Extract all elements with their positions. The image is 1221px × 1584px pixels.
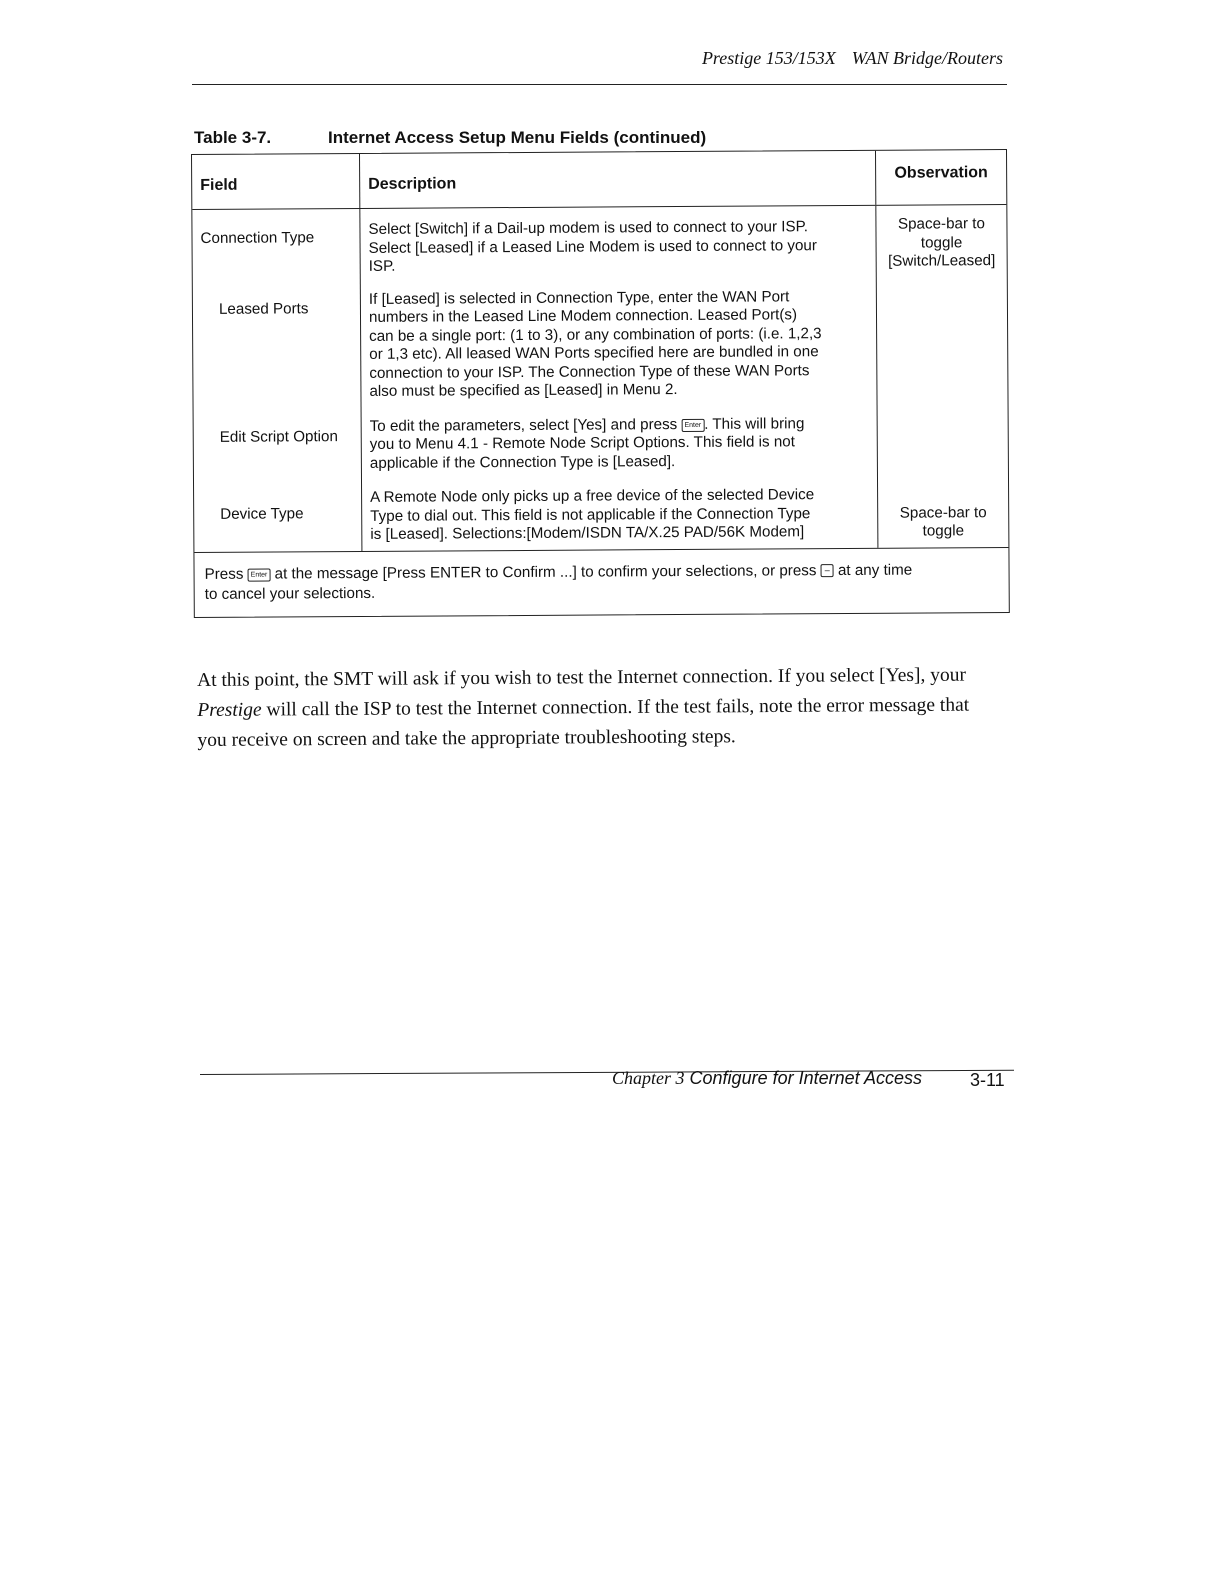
description-line: is [Leased]. Selections:[Modem/ISDN TA/X.25 PAD/56K Modem] <box>370 523 805 543</box>
header-rule <box>192 84 1007 85</box>
column-header-field: Field <box>192 154 360 209</box>
esc-key-icon: – <box>821 564 834 577</box>
body-paragraph <box>197 660 988 756</box>
description-edit-script-option <box>362 414 877 473</box>
column-header-description: Description <box>360 151 876 208</box>
table-header-row <box>192 150 1006 210</box>
observation-column <box>876 205 1008 547</box>
paragraph-text: will call the ISP to test the Internet connection. If the test fails, note the error message that you receive on screen and take the appropriate troubleshooting steps. <box>197 694 970 751</box>
enter-key-icon: Enter <box>681 418 704 431</box>
observation-line: toggle <box>920 233 963 252</box>
description-line: Type to dial out. This field is not applicable if the Connection Type <box>370 504 811 525</box>
note-text: at any time <box>837 561 913 579</box>
observation-line: [Switch/Leased] <box>888 252 996 270</box>
description-line: also must be specified as [Leased] in Menu 2. <box>369 381 678 400</box>
description-line: A Remote Node only picks up a free device of the selected Device <box>370 486 815 506</box>
footer-chapter: Chapter 3 <box>612 1068 685 1088</box>
description-line: Select [Switch] if a Dail-up modem is used to connect to your ISP. <box>368 218 809 238</box>
paragraph-text: At this point, the SMT will ask if you wish to test the Internet connection. If you select [Yes], your <box>197 664 967 691</box>
page-number: 3-11 <box>970 1070 1005 1090</box>
footer-title: Configure for Internet Access <box>689 1068 922 1088</box>
description-line: can be a single port: (1 to 3), or any combination of ports: (i.e. 1,2,3 <box>369 324 822 345</box>
running-footer <box>612 1068 1005 1090</box>
table-body <box>192 205 1008 551</box>
observation-line: Space-bar to <box>897 215 985 233</box>
enter-key-icon: Enter <box>248 568 271 581</box>
description-line: connection to your ISP. The Connection Type of these WAN Ports <box>369 361 810 382</box>
description-line: If [Leased] is selected in Connection Type, enter the WAN Port <box>368 287 790 308</box>
note-text: at the message [Press ENTER to Confirm ...] to confirm your selections, or press <box>274 561 817 582</box>
observation-device-type <box>878 504 1008 542</box>
description-connection-type <box>360 218 875 277</box>
fields-table <box>191 149 1010 617</box>
note-text: to cancel your selections. <box>204 584 376 603</box>
description-line <box>370 414 871 436</box>
observation-line: toggle <box>922 522 965 540</box>
column-header-observation: Observation <box>894 164 988 182</box>
table-number: Table 3-7. <box>194 128 272 147</box>
observation-connection-type <box>876 215 1006 271</box>
description-device-type <box>362 486 877 545</box>
description-text: To edit the parameters, select [Yes] and press <box>369 415 678 435</box>
description-line: Select [Leased] if a Leased Line Modem is used to connect to your <box>368 236 817 257</box>
table-caption <box>194 128 706 148</box>
description-leased-ports <box>361 287 877 401</box>
field-edit-script-option: Edit Script Option <box>219 428 338 446</box>
description-line: applicable if the Connection Type is [Leased]. <box>369 452 676 472</box>
description-line: you to Menu 4.1 - Remote Node Script Options. This field is not <box>369 433 796 453</box>
paragraph-emphasis: Prestige <box>197 699 262 721</box>
field-device-type: Device Type <box>220 504 304 523</box>
header-product: Prestige 153/153X <box>701 48 836 68</box>
description-line: or 1,3 etc). All leased WAN Ports specified here are bundled in one <box>369 343 819 363</box>
field-column <box>192 209 362 552</box>
note-text: Press <box>204 565 244 583</box>
running-header <box>702 48 1003 69</box>
table-note <box>194 547 1008 617</box>
description-line: ISP. <box>368 257 396 275</box>
table-title: Internet Access Setup Menu Fields (continued) <box>328 128 707 147</box>
description-column <box>360 206 878 551</box>
field-leased-ports: Leased Ports <box>218 299 309 318</box>
description-line: numbers in the Leased Line Modem connection. Leased Port(s) <box>368 306 798 326</box>
header-subtitle: WAN Bridge/Routers <box>851 48 1003 68</box>
observation-line: Space-bar to <box>899 503 987 522</box>
description-text: . This will bring <box>704 414 805 433</box>
field-connection-type: Connection Type <box>200 229 315 247</box>
